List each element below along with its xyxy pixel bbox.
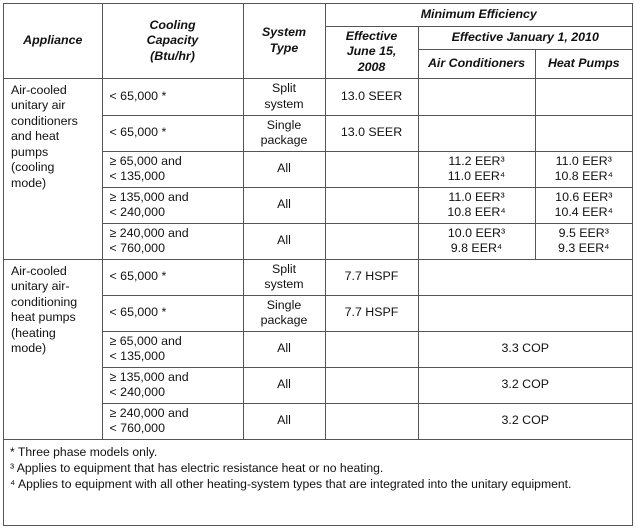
june-2008-cell — [325, 367, 418, 403]
footnote-4: ⁴ Applies to equipment with all other heating-system types that are integrated into the unitary equipment. — [10, 476, 572, 491]
capacity-cell: ≥ 135,000 and < 240,000 — [102, 367, 243, 403]
capacity-cell: ≥ 240,000 and < 760,000 — [102, 223, 243, 259]
system-type-cell: Split system — [243, 78, 325, 115]
capacity-cell: < 65,000 * — [102, 259, 243, 295]
header-heat-pumps: Heat Pumps — [535, 49, 632, 78]
system-type-cell: Single package — [243, 115, 325, 151]
header-appliance: Appliance — [4, 4, 102, 78]
heat-pumps-cell: 9.5 EER³ 9.3 EER⁴ — [535, 223, 632, 259]
june-2008-cell — [325, 331, 418, 367]
capacity-cell: ≥ 135,000 and < 240,000 — [102, 187, 243, 223]
efficiency-table — [4, 4, 632, 492]
cop-cell — [418, 295, 632, 331]
june-2008-cell: 13.0 SEER — [325, 78, 418, 115]
efficiency-table-frame — [3, 3, 633, 526]
table-row — [4, 78, 632, 115]
system-type-cell: All — [243, 403, 325, 439]
system-type-cell: All — [243, 187, 325, 223]
cop-cell — [418, 259, 632, 295]
heat-pumps-cell — [535, 115, 632, 151]
june-2008-cell — [325, 223, 418, 259]
capacity-cell: < 65,000 * — [102, 295, 243, 331]
system-type-cell: All — [243, 331, 325, 367]
footnotes-row — [4, 439, 632, 492]
capacity-cell: ≥ 65,000 and < 135,000 — [102, 151, 243, 187]
system-type-cell: Single package — [243, 295, 325, 331]
header-effective-june: Effective June 15, 2008 — [325, 26, 418, 78]
header-cooling-capacity: Cooling Capacity (Btu/hr) — [102, 4, 243, 78]
system-type-cell: All — [243, 151, 325, 187]
appliance-cell-heating: Air-cooled unitary air- conditioning heat pumps (heating mode) — [4, 259, 102, 439]
header-minimum-efficiency: Minimum Efficiency — [325, 4, 632, 26]
june-2008-cell: 7.7 HSPF — [325, 259, 418, 295]
june-2008-cell — [325, 403, 418, 439]
cop-cell: 3.3 COP — [418, 331, 632, 367]
table-row — [4, 259, 632, 295]
cop-cell: 3.2 COP — [418, 367, 632, 403]
cop-cell: 3.2 COP — [418, 403, 632, 439]
header-effective-january: Effective January 1, 2010 — [418, 26, 632, 49]
header-system-type: System Type — [243, 4, 325, 78]
system-type-cell: All — [243, 223, 325, 259]
june-2008-cell — [325, 151, 418, 187]
capacity-cell: < 65,000 * — [102, 78, 243, 115]
june-2008-cell — [325, 187, 418, 223]
heat-pumps-cell: 10.6 EER³ 10.4 EER⁴ — [535, 187, 632, 223]
air-conditioners-cell: 11.0 EER³ 10.8 EER⁴ — [418, 187, 535, 223]
heat-pumps-cell: 11.0 EER³ 10.8 EER⁴ — [535, 151, 632, 187]
footnote-three-phase: * Three phase models only. — [10, 444, 158, 459]
capacity-cell: < 65,000 * — [102, 115, 243, 151]
june-2008-cell: 7.7 HSPF — [325, 295, 418, 331]
air-conditioners-cell — [418, 78, 535, 115]
june-2008-cell: 13.0 SEER — [325, 115, 418, 151]
heat-pumps-cell — [535, 78, 632, 115]
footnotes — [4, 439, 632, 492]
capacity-cell: ≥ 65,000 and < 135,000 — [102, 331, 243, 367]
system-type-cell: All — [243, 367, 325, 403]
air-conditioners-cell — [418, 115, 535, 151]
footnote-3: ³ Applies to equipment that has electric resistance heat or no heating. — [10, 460, 384, 475]
appliance-cell-cooling: Air-cooled unitary air conditioners and heat pumps (cooling mode) — [4, 78, 102, 259]
air-conditioners-cell: 11.2 EER³ 11.0 EER⁴ — [418, 151, 535, 187]
air-conditioners-cell: 10.0 EER³ 9.8 EER⁴ — [418, 223, 535, 259]
header-air-conditioners: Air Conditioners — [418, 49, 535, 78]
system-type-cell: Split system — [243, 259, 325, 295]
capacity-cell: ≥ 240,000 and < 760,000 — [102, 403, 243, 439]
